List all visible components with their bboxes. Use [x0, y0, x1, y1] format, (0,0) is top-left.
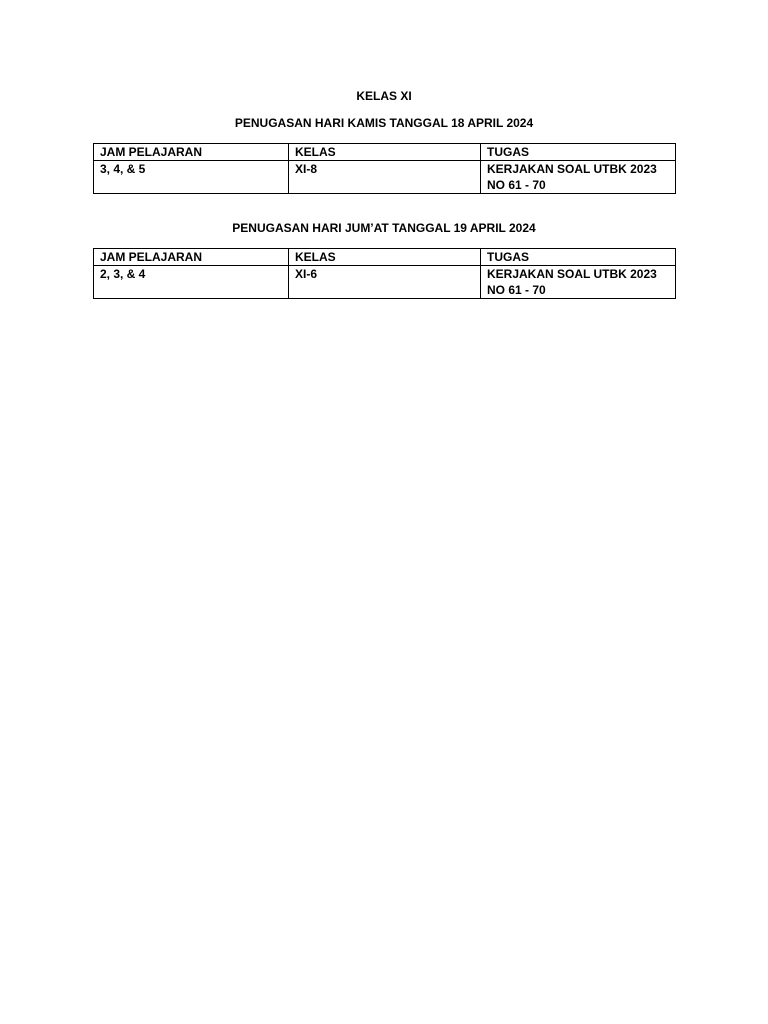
cell-jam-pelajaran: 2, 3, & 4 [94, 266, 289, 299]
cell-tugas [481, 161, 676, 194]
column-header-jam-pelajaran: JAM PELAJARAN [94, 144, 289, 161]
table-row [94, 161, 676, 194]
cell-kelas: XI-8 [289, 161, 481, 194]
column-header-kelas: KELAS [289, 249, 481, 266]
tugas-line-1: KERJAKAN SOAL UTBK 2023 [487, 162, 657, 176]
cell-kelas: XI-6 [289, 266, 481, 299]
cell-jam-pelajaran: 3, 4, & 5 [94, 161, 289, 194]
column-header-tugas: TUGAS [481, 249, 676, 266]
table-header-row [94, 144, 676, 161]
tugas-line-2: NO 61 - 70 [487, 178, 546, 192]
section-heading-friday: PENUGASAN HARI JUM’AT TANGGAL 19 APRIL 2024 [232, 221, 536, 235]
table-header-row [94, 249, 676, 266]
section-heading-thursday: PENUGASAN HARI KAMIS TANGGAL 18 APRIL 2024 [234, 116, 534, 130]
column-header-kelas: KELAS [289, 144, 481, 161]
tugas-line-1: KERJAKAN SOAL UTBK 2023 [487, 267, 657, 281]
assignment-table-thursday [93, 143, 676, 194]
cell-tugas [481, 266, 676, 299]
column-header-jam-pelajaran: JAM PELAJARAN [94, 249, 289, 266]
column-header-tugas: TUGAS [481, 144, 676, 161]
assignment-table-friday [93, 248, 676, 299]
document-title: KELAS XI [356, 89, 412, 103]
tugas-line-2: NO 61 - 70 [487, 283, 546, 297]
table-row [94, 266, 676, 299]
